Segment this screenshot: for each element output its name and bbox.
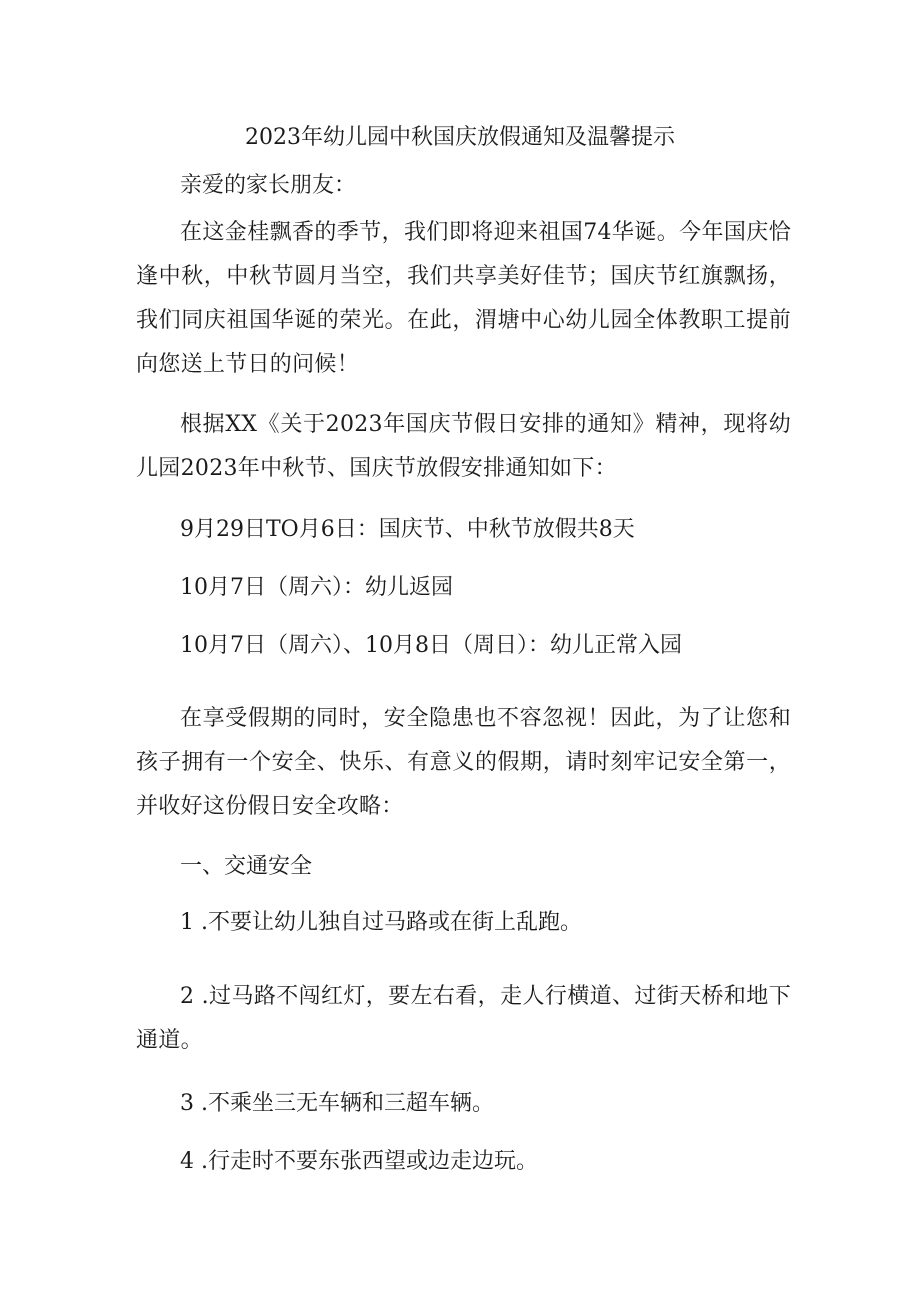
traffic-rule-1: 1 .不要让幼儿独自过马路或在街上乱跑。 [180, 910, 582, 935]
traffic-rule-4: 4 .行走时不要东张西望或边走边玩。 [180, 1149, 538, 1174]
safety-intro-paragraph: 在享受假期的同时，安全隐患也不容忽视！因此，为了让您和孩子拥有一个安全、快乐、有意义的假期，请时刻牢记安全第一，并收好这份假日安全攻略： [136, 706, 791, 819]
schedule-item-return: 10月7日（周六）：幼儿返园 [180, 575, 453, 600]
document-title: 2023年幼儿园中秋国庆放假通知及温馨提示 [245, 125, 675, 150]
traffic-rule-3: 3 .不乘坐三无车辆和三超车辆。 [180, 1091, 494, 1116]
basis-paragraph: 根据XX《关于2023年国庆节假日安排的通知》精神，现将幼儿园2023年中秋节、国庆节放假安排通知如下： [136, 412, 791, 481]
section-heading-traffic: 一、交通安全 [180, 854, 313, 879]
salutation: 亲爱的家长朋友： [180, 173, 357, 198]
schedule-item-normal-attendance: 10月7日（周六）、10月8日（周日）：幼儿正常入园 [180, 633, 682, 658]
intro-paragraph: 在这金桂飘香的季节，我们即将迎来祖国74华诞。今年国庆恰逢中秋，中秋节圆月当空，我们共享美好佳节；国庆节红旗飘扬，我们同庆祖国华诞的荣光。在此，渭塘中心幼儿园全体教职工提前向您送上节日的问候！ [136, 220, 791, 377]
traffic-rule-2: 2 .过马路不闯红灯，要左右看，走人行横道、过街天桥和地下通道。 [136, 984, 791, 1053]
schedule-item-holiday: 9月29日TO月6日：国庆节、中秋节放假共8天 [180, 517, 635, 542]
